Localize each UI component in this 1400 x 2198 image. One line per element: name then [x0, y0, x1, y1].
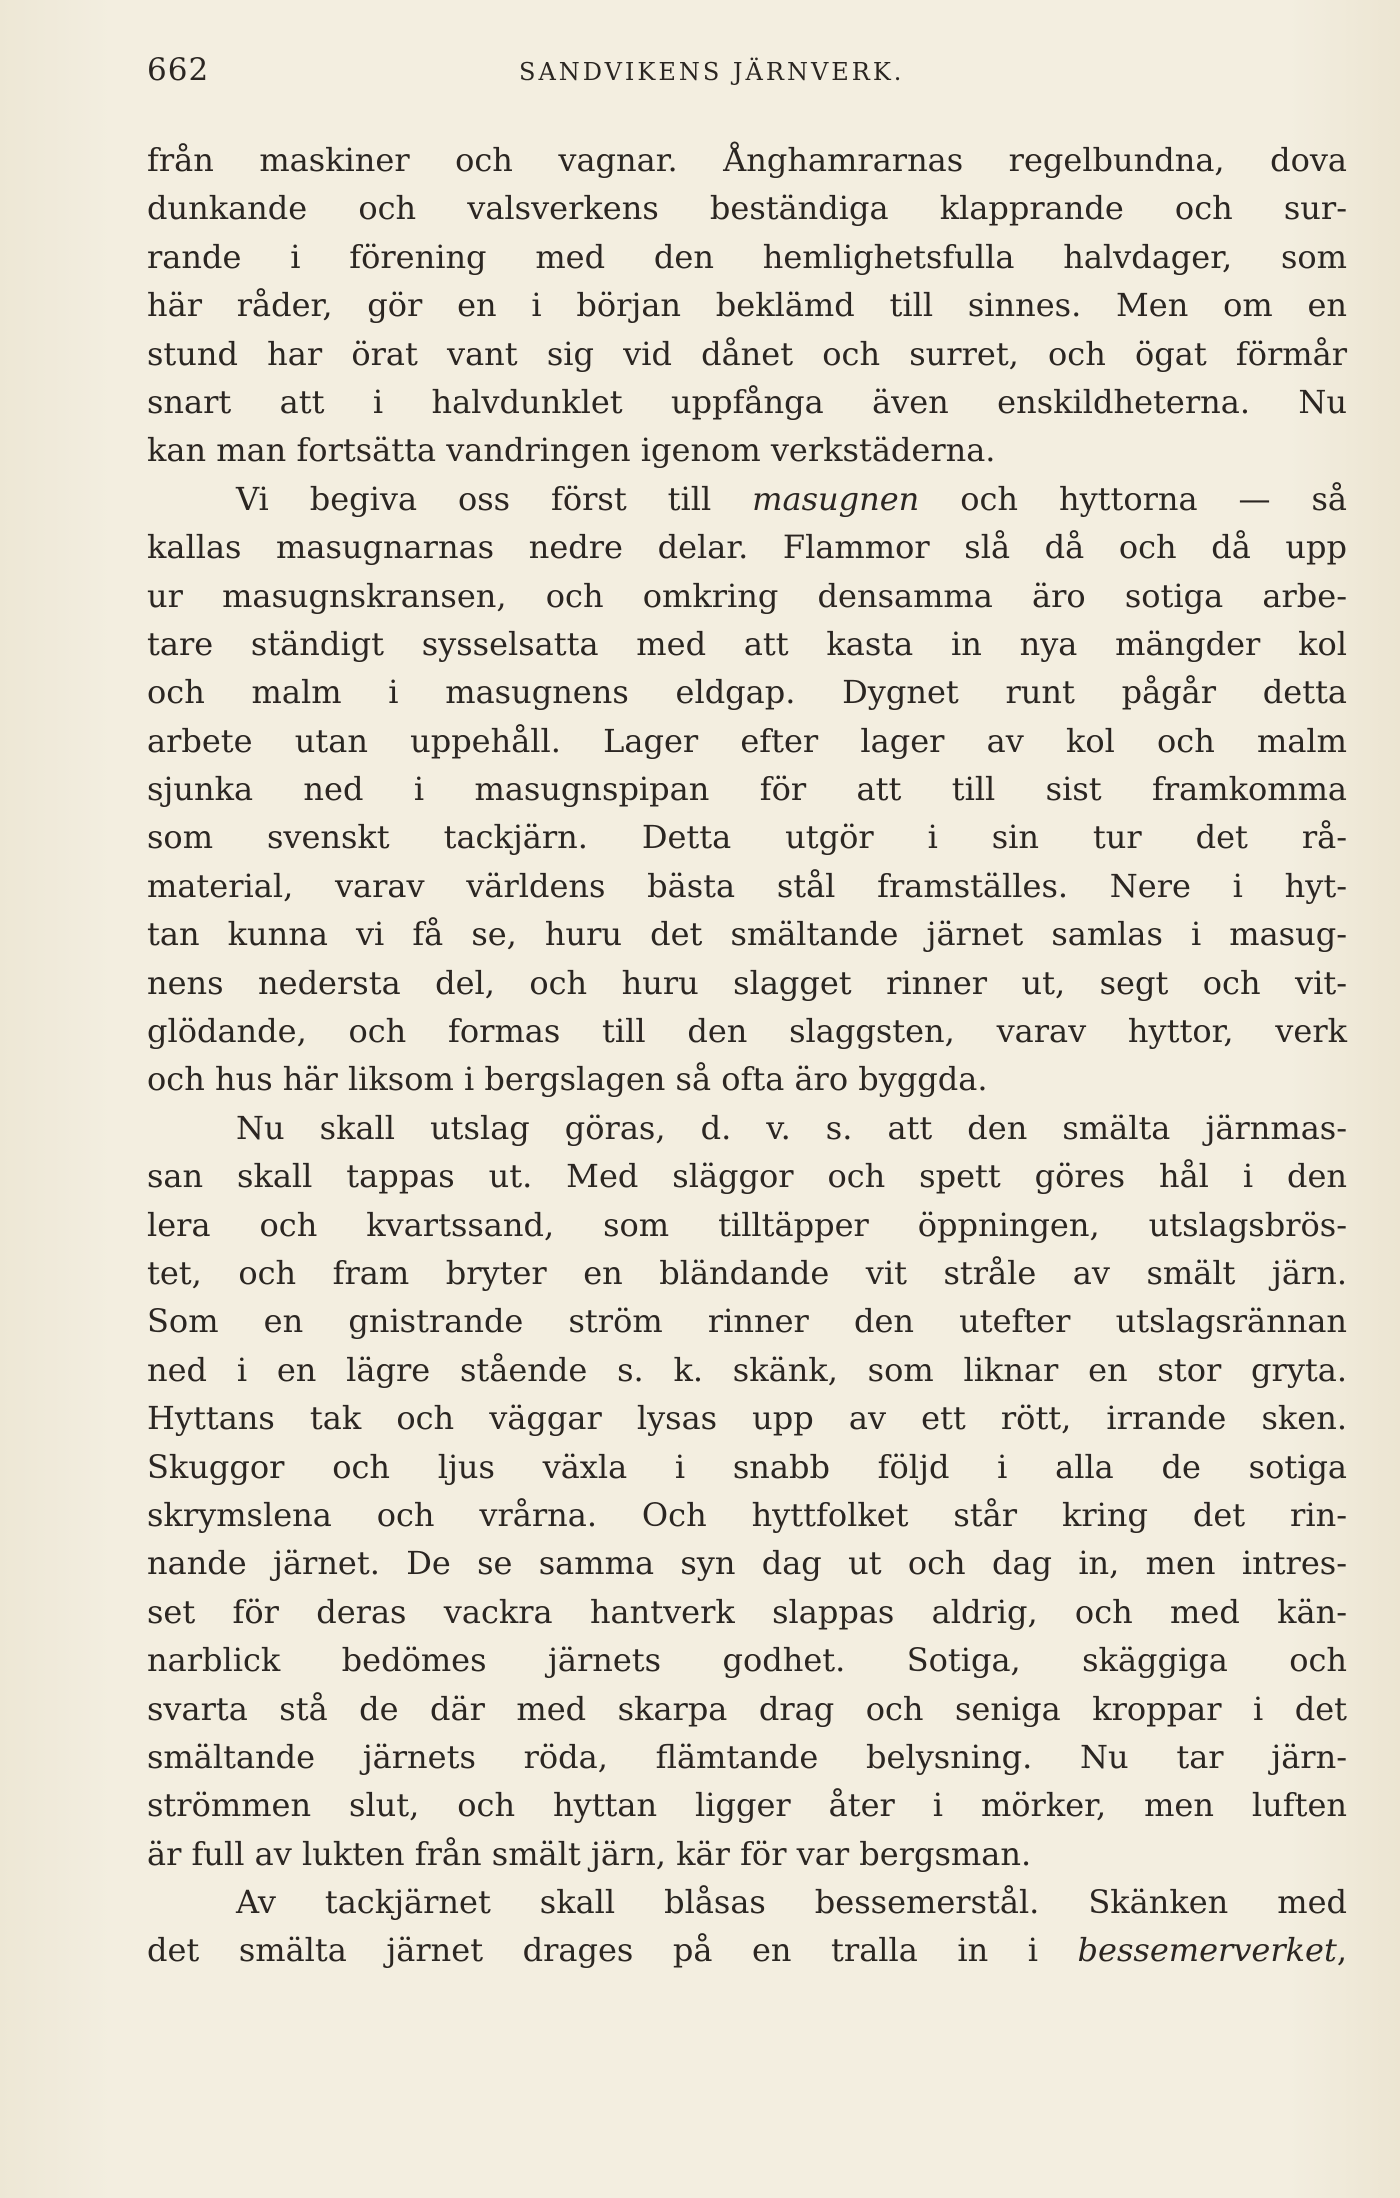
- text-line: arbete utan uppehåll. Lager efter lager av kol och malm: [147, 721, 1347, 760]
- text-line: Hyttans tak och väggar lysas upp av ett rött, irrande sken.: [147, 1399, 1347, 1438]
- text-line: dunkande och valsverkens beständiga klapprande och sur-: [147, 189, 1347, 228]
- text-line: [147, 1926, 1347, 1974]
- text-line: skrymslena och vrårna. Och hyttfolket står kring det rin-: [147, 1495, 1347, 1534]
- text-line-paragraph-start: Av tackjärnet skall blåsas bessemerstål. Skänken med: [236, 1883, 1347, 1922]
- text-line: san skall tappas ut. Med släggor och spett göres hål i den: [147, 1157, 1347, 1196]
- text-line-paragraph-start: Nu skall utslag göras, d. v. s. att den smälta järnmas-: [236, 1108, 1347, 1147]
- text-line: strömmen slut, och hyttan ligger åter i mörker, men luften: [147, 1786, 1347, 1825]
- running-title: SANDVIKENS JÄRNVERK.: [519, 58, 905, 86]
- text-line: smältande järnets röda, flämtande belysning. Nu tar järn-: [147, 1737, 1347, 1776]
- text-segment: det smälta järnet drages på en tralla in i: [147, 1931, 1078, 1970]
- text-line: här råder, gör en i början beklämd till sinnes. Men om en: [147, 286, 1347, 325]
- text-line: narblick bedömes järnets godhet. Sotiga, skäggiga och: [147, 1641, 1347, 1680]
- text-line: sjunka ned i masugnspipan för att till sist framkomma: [147, 770, 1347, 809]
- text-line-paragraph-end: är full av lukten från smält järn, kär för var bergsman.: [147, 1834, 1032, 1873]
- text-line-paragraph-end: och hus här liksom i bergslagen så ofta äro byggda.: [147, 1060, 988, 1099]
- text-line: glödande, och formas till den slaggsten, varav hyttor, verk: [147, 1012, 1347, 1051]
- text-line: tan kunna vi få se, huru det smältande järnet samlas i masug-: [147, 915, 1347, 954]
- text-line: nens nedersta del, och huru slagget rinner ut, segt och vit-: [147, 963, 1347, 1002]
- text-line: från maskiner och vagnar. Ånghamrarnas regelbundna, dova: [147, 141, 1347, 179]
- text-line: Skuggor och ljus växla i snabb följd i alla de sotiga: [147, 1447, 1347, 1486]
- text-line: material, varav världens bästa stål framställes. Nere i hyt-: [147, 866, 1347, 905]
- italic-term: bessemerverket: [1077, 1931, 1337, 1970]
- text-line: ned i en lägre stående s. k. skänk, som liknar en stor gryta.: [147, 1350, 1347, 1389]
- text-line: Som en gnistrande ström rinner den utefter utslagsrännan: [147, 1302, 1347, 1341]
- text-line: set för deras vackra hantverk slappas aldrig, och med kän-: [147, 1592, 1347, 1631]
- text-line-paragraph-start: [147, 475, 1347, 523]
- text-line-paragraph-end: kan man fortsätta vandringen igenom verkstäderna.: [147, 431, 996, 470]
- page-number: 662: [147, 52, 210, 88]
- text-segment: Vi begiva oss först till: [236, 479, 753, 518]
- text-line: nande järnet. De se samma syn dag ut och dag in, men intres-: [147, 1544, 1347, 1583]
- italic-term: masugnen: [752, 479, 920, 518]
- text-line: kallas masugnarnas nedre delar. Flammor slå då och då upp: [147, 528, 1347, 567]
- text-line: lera och kvartssand, som tilltäpper öppningen, utslagsbrös-: [147, 1205, 1347, 1244]
- text-line: svarta stå de där med skarpa drag och seniga kroppar i det: [147, 1689, 1347, 1728]
- text-segment: och hyttorna — så: [919, 479, 1348, 518]
- text-line: tet, och fram bryter en bländande vit stråle av smält järn.: [147, 1253, 1347, 1292]
- page-header: [147, 52, 1347, 92]
- text-line: snart att i halvdunklet uppfånga även enskildheterna. Nu: [147, 382, 1347, 421]
- text-segment: ,: [1336, 1931, 1347, 1970]
- text-line: rande i förening med den hemlighetsfulla halvdager, som: [147, 237, 1347, 276]
- text-line: och malm i masugnens eldgap. Dygnet runt pågår detta: [147, 673, 1347, 712]
- text-line: som svenskt tackjärn. Detta utgör i sin tur det rå-: [147, 818, 1347, 857]
- body-text: [147, 136, 1347, 1975]
- text-line: stund har örat vant sig vid dånet och surret, och ögat förmår: [147, 334, 1347, 373]
- text-line: ur masugnskransen, och omkring densamma äro sotiga arbe-: [147, 576, 1347, 615]
- text-line: tare ständigt sysselsatta med att kasta in nya mängder kol: [147, 624, 1347, 663]
